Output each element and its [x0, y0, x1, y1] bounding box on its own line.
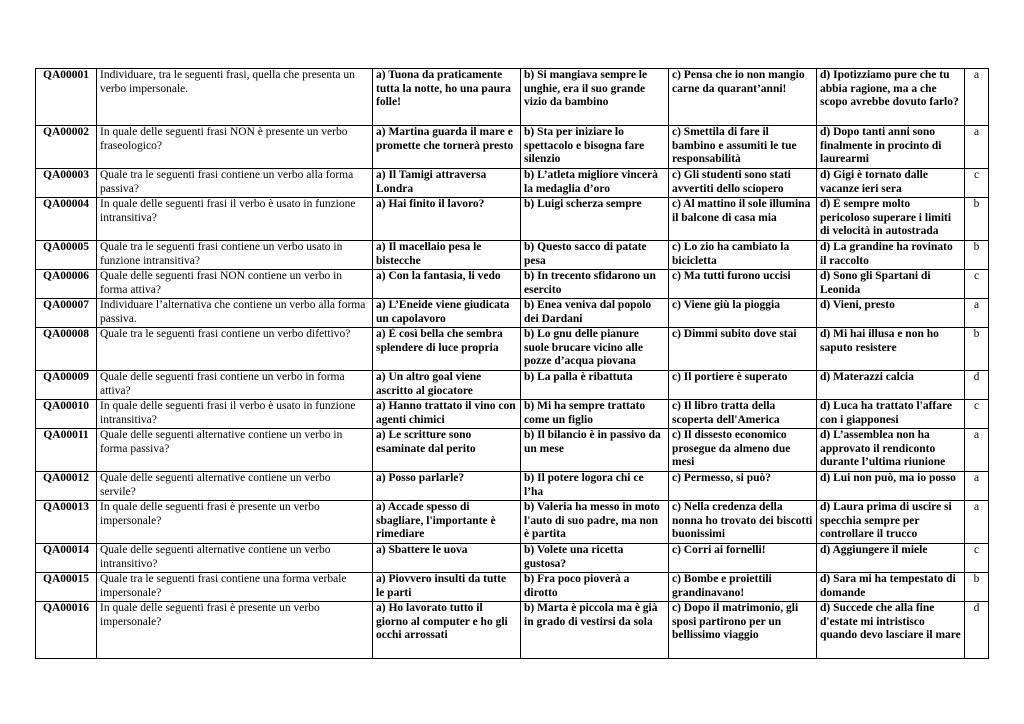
table-row — [36, 429, 989, 472]
correct-answer: a — [965, 299, 989, 328]
table-row — [36, 544, 989, 573]
correct-answer: c — [965, 169, 989, 198]
question-id: QA00009 — [36, 371, 97, 400]
question-id: QA00016 — [36, 602, 97, 659]
option-d: d) È sempre molto pericoloso superare i limiti di velocità in autostrada — [817, 198, 965, 241]
table-row — [36, 241, 989, 270]
option-b: b) Luigi scherza sempre — [521, 198, 669, 241]
correct-answer: a — [965, 126, 989, 169]
option-d: d) La grandine ha rovinato il raccolto — [817, 241, 965, 270]
option-d: d) Mi hai illusa e non ho saputo resistere — [817, 328, 965, 371]
question-text: Quale tra le seguenti frasi contiene un verbo alla forma passiva? — [97, 169, 373, 198]
option-d: d) Vieni, presto — [817, 299, 965, 328]
option-a: a) Con la fantasia, li vedo — [373, 270, 521, 299]
correct-answer: a — [965, 472, 989, 501]
question-text: Quale delle seguenti alternative contiene un verbo servile? — [97, 472, 373, 501]
option-a: a) Un altro goal viene ascritto al giocatore — [373, 371, 521, 400]
table-row — [36, 472, 989, 501]
option-a: a) Sbattere le uova — [373, 544, 521, 573]
question-id: QA00007 — [36, 299, 97, 328]
question-text: In quale delle seguenti frasi è presente un verbo impersonale? — [97, 501, 373, 544]
option-d: d) Ipotizziamo pure che tu abbia ragione, ma a che scopo avrebbe dovuto farlo? — [817, 69, 965, 126]
option-c: c) Pensa che io non mangio carne da quarant’anni! — [669, 69, 817, 126]
question-id: QA00013 — [36, 501, 97, 544]
table-row — [36, 573, 989, 602]
option-c: c) Lo zio ha cambiato la bicicletta — [669, 241, 817, 270]
option-b: b) Volete una ricetta gustosa? — [521, 544, 669, 573]
correct-answer: d — [965, 371, 989, 400]
correct-answer: c — [965, 270, 989, 299]
question-text: Individuare, tra le seguenti frasi, quella che presenta un verbo impersonale. — [97, 69, 373, 126]
option-b: b) Marta è piccola ma è già in grado di vestirsi da sola — [521, 602, 669, 659]
question-id: QA00012 — [36, 472, 97, 501]
question-text: Quale tra le seguenti frasi contiene un verbo usato in funzione intransitiva? — [97, 241, 373, 270]
question-text: In quale delle seguenti frasi è presente un verbo impersonale? — [97, 602, 373, 659]
option-c: c) Al mattino il sole illumina il balcone di casa mia — [669, 198, 817, 241]
quiz-table — [35, 68, 989, 659]
option-a: a) Martina guarda il mare e promette che tornerà presto — [373, 126, 521, 169]
correct-answer: c — [965, 400, 989, 429]
option-c: c) Smettila di fare il bambino e assumiti le tue responsabilità — [669, 126, 817, 169]
quiz-table-body — [36, 69, 989, 659]
option-d: d) Sara mi ha tempestato di domande — [817, 573, 965, 602]
question-text: Quale tra le seguenti frasi contiene una forma verbale impersonale? — [97, 573, 373, 602]
option-a: a) Accade spesso di sbagliare, l'importante è rimediare — [373, 501, 521, 544]
option-d: d) Dopo tanti anni sono finalmente in procinto di laurearmi — [817, 126, 965, 169]
correct-answer: a — [965, 429, 989, 472]
option-a: a) Tuona da praticamente tutta la notte, ho una paura folle! — [373, 69, 521, 126]
option-b: b) Si mangiava sempre le unghie, era il suo grande vizio da bambino — [521, 69, 669, 126]
option-a: a) Il macellaio pesa le bistecche — [373, 241, 521, 270]
option-c: c) Il libro tratta della scoperta dell'America — [669, 400, 817, 429]
table-row — [36, 501, 989, 544]
correct-answer: a — [965, 69, 989, 126]
question-text: Quale tra le seguenti frasi contiene un verbo difettivo? — [97, 328, 373, 371]
table-row — [36, 371, 989, 400]
question-id: QA00001 — [36, 69, 97, 126]
option-c: c) Gli studenti sono stati avvertiti dello sciopero — [669, 169, 817, 198]
option-c: c) Ma tutti furono uccisi — [669, 270, 817, 299]
option-c: c) Bombe e proiettili grandinavano! — [669, 573, 817, 602]
option-c: c) Corri ai fornelli! — [669, 544, 817, 573]
table-row — [36, 69, 989, 126]
question-id: QA00008 — [36, 328, 97, 371]
option-c: c) Il dissesto economico prosegue da almeno due mesi — [669, 429, 817, 472]
option-a: a) Ho lavorato tutto il giorno al computer e ho gli occhi arrossati — [373, 602, 521, 659]
option-b: b) Valeria ha messo in moto l'auto di suo padre, ma non è partita — [521, 501, 669, 544]
correct-answer: b — [965, 573, 989, 602]
correct-answer: d — [965, 602, 989, 659]
option-d: d) Materazzi calcia — [817, 371, 965, 400]
table-row — [36, 126, 989, 169]
question-text: In quale delle seguenti frasi il verbo è usato in funzione intransitiva? — [97, 400, 373, 429]
correct-answer: c — [965, 544, 989, 573]
option-b: b) Sta per iniziare lo spettacolo e bisogna fare silenzio — [521, 126, 669, 169]
option-d: d) L’assemblea non ha approvato il rendiconto durante l’ultima riunione — [817, 429, 965, 472]
correct-answer: b — [965, 198, 989, 241]
question-id: QA00005 — [36, 241, 97, 270]
option-a: a) L’Eneide viene giudicata un capolavoro — [373, 299, 521, 328]
option-c: c) Dopo il matrimonio, gli sposi partirono per un bellissimo viaggio — [669, 602, 817, 659]
option-d: d) Succede che alla fine d'estate mi intristisco quando devo lasciare il mare — [817, 602, 965, 659]
question-text: Quale delle seguenti alternative contiene un verbo in forma passiva? — [97, 429, 373, 472]
table-row — [36, 169, 989, 198]
option-c: c) Viene giù la pioggia — [669, 299, 817, 328]
option-d: d) Gigi è tornato dalle vacanze ieri sera — [817, 169, 965, 198]
option-d: d) Aggiungere il miele — [817, 544, 965, 573]
option-b: b) Questo sacco di patate pesa — [521, 241, 669, 270]
option-d: d) Luca ha trattato l'affare con i giapponesi — [817, 400, 965, 429]
question-id: QA00004 — [36, 198, 97, 241]
table-row — [36, 299, 989, 328]
option-c: c) Nella credenza della nonna ho trovato dei biscotti buonissimi — [669, 501, 817, 544]
option-a: a) Il Tamigi attraversa Londra — [373, 169, 521, 198]
correct-answer: b — [965, 328, 989, 371]
option-b: b) Lo gnu delle pianure suole brucare vicino alle pozze d’acqua piovana — [521, 328, 669, 371]
question-id: QA00014 — [36, 544, 97, 573]
correct-answer: b — [965, 241, 989, 270]
option-d: d) Laura prima di uscire si specchia sempre per controllare il trucco — [817, 501, 965, 544]
option-a: a) Hanno trattato il vino con agenti chimici — [373, 400, 521, 429]
option-b: b) In trecento sfidarono un esercito — [521, 270, 669, 299]
table-row — [36, 270, 989, 299]
option-b: b) Fra poco pioverà a dirotto — [521, 573, 669, 602]
option-a: a) Le scritture sono esaminate dal perito — [373, 429, 521, 472]
option-b: b) Il bilancio è in passivo da un mese — [521, 429, 669, 472]
option-b: b) Enea veniva dal popolo dei Dardani — [521, 299, 669, 328]
option-c: c) Il portiere è superato — [669, 371, 817, 400]
option-d: d) Sono gli Spartani di Leonida — [817, 270, 965, 299]
question-text: In quale delle seguenti frasi il verbo è usato in funzione intransitiva? — [97, 198, 373, 241]
option-c: c) Permesso, si può? — [669, 472, 817, 501]
option-a: a) È così bella che sembra splendere di luce propria — [373, 328, 521, 371]
option-b: b) Mi ha sempre trattato come un figlio — [521, 400, 669, 429]
table-row — [36, 602, 989, 659]
option-a: a) Hai finito il lavoro? — [373, 198, 521, 241]
question-text: Quale delle seguenti alternative contiene un verbo intransitivo? — [97, 544, 373, 573]
option-d: d) Lui non può, ma io posso — [817, 472, 965, 501]
table-row — [36, 328, 989, 371]
option-b: b) Il potere logora chi ce l’ha — [521, 472, 669, 501]
question-text: Quale delle seguenti frasi NON contiene un verbo in forma attiva? — [97, 270, 373, 299]
question-id: QA00015 — [36, 573, 97, 602]
table-row — [36, 400, 989, 429]
option-a: a) Piovvero insulti da tutte le parti — [373, 573, 521, 602]
option-c: c) Dimmi subito dove stai — [669, 328, 817, 371]
question-text: Individuare l’alternativa che contiene un verbo alla forma passiva. — [97, 299, 373, 328]
correct-answer: a — [965, 501, 989, 544]
table-row — [36, 198, 989, 241]
option-b: b) L’atleta migliore vincerà la medaglia d’oro — [521, 169, 669, 198]
question-text: Quale delle seguenti frasi contiene un verbo in forma attiva? — [97, 371, 373, 400]
option-a: a) Posso parlarle? — [373, 472, 521, 501]
question-id: QA00011 — [36, 429, 97, 472]
question-id: QA00006 — [36, 270, 97, 299]
option-b: b) La palla è ribattuta — [521, 371, 669, 400]
question-id: QA00002 — [36, 126, 97, 169]
question-id: QA00003 — [36, 169, 97, 198]
question-text: In quale delle seguenti frasi NON è presente un verbo fraseologico? — [97, 126, 373, 169]
question-id: QA00010 — [36, 400, 97, 429]
